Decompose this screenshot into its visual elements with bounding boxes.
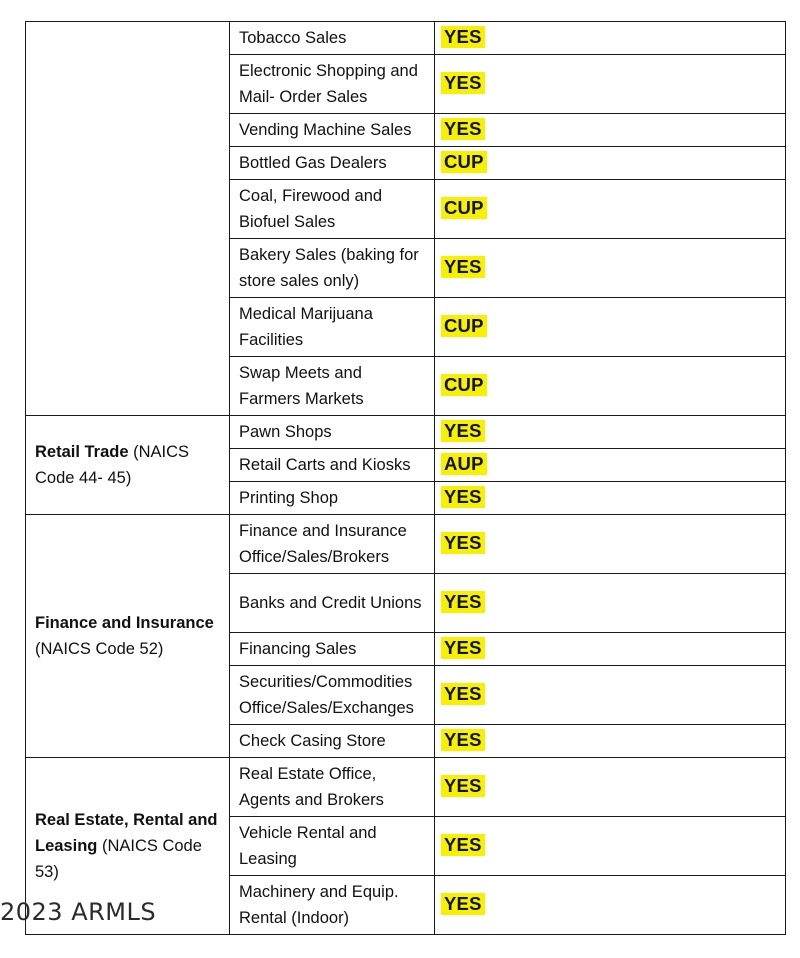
category-name: Real Estate, Rental and Leasing: [35, 811, 218, 855]
permit-badge: AUP: [441, 453, 487, 475]
permit-badge: YES: [441, 118, 485, 140]
permit-badge: YES: [441, 486, 485, 508]
permit-cell: [435, 114, 786, 147]
watermark: 2023 ARMLS: [0, 898, 157, 926]
permit-cell: [435, 515, 786, 574]
permit-cell: [435, 574, 786, 633]
permit-cell: [435, 22, 786, 55]
use-cell: Printing Shop: [230, 482, 435, 515]
table-row: [26, 515, 786, 574]
permit-badge: YES: [441, 256, 485, 278]
use-cell: Pawn Shops: [230, 416, 435, 449]
use-cell: Tobacco Sales: [230, 22, 435, 55]
permit-badge: CUP: [441, 151, 487, 173]
permit-badge: CUP: [441, 374, 487, 396]
use-cell: Coal, Firewood and Biofuel Sales: [230, 180, 435, 239]
permit-cell: [435, 449, 786, 482]
permit-cell: [435, 633, 786, 666]
permit-cell: [435, 666, 786, 725]
category-name: Retail Trade: [35, 443, 129, 461]
permit-cell: [435, 482, 786, 515]
permit-badge: CUP: [441, 197, 487, 219]
permit-cell: [435, 55, 786, 114]
permit-badge: YES: [441, 532, 485, 554]
use-cell: Swap Meets and Farmers Markets: [230, 357, 435, 416]
permit-badge: YES: [441, 26, 485, 48]
permit-cell: [435, 298, 786, 357]
permit-badge: YES: [441, 775, 485, 797]
use-cell: Real Estate Office, Agents and Brokers: [230, 758, 435, 817]
use-cell: Securities/Commodities Office/Sales/Exchanges: [230, 666, 435, 725]
category-code: (NAICS Code 44- 45): [35, 443, 190, 487]
category-cell: [26, 22, 230, 416]
permit-cell: [435, 725, 786, 758]
table-row: [26, 416, 786, 449]
permit-badge: YES: [441, 72, 485, 94]
permit-cell: [435, 180, 786, 239]
table-row: [26, 758, 786, 817]
use-cell: Vending Machine Sales: [230, 114, 435, 147]
permit-cell: [435, 876, 786, 935]
permit-badge: YES: [441, 683, 485, 705]
use-cell: Medical Marijuana Facilities: [230, 298, 435, 357]
table-row: [26, 22, 786, 55]
permit-badge: YES: [441, 420, 485, 442]
permit-cell: [435, 239, 786, 298]
use-cell: Vehicle Rental and Leasing: [230, 817, 435, 876]
permit-badge: YES: [441, 893, 485, 915]
use-cell: Retail Carts and Kiosks: [230, 449, 435, 482]
permit-cell: [435, 817, 786, 876]
use-cell: Banks and Credit Unions: [230, 574, 435, 633]
category-cell: [26, 515, 230, 758]
category-code: (NAICS Code 53): [35, 837, 202, 881]
category-cell: [26, 416, 230, 515]
use-cell: Financing Sales: [230, 633, 435, 666]
use-cell: Finance and Insurance Office/Sales/Brokers: [230, 515, 435, 574]
use-cell: Check Casing Store: [230, 725, 435, 758]
permit-badge: YES: [441, 834, 485, 856]
permit-cell: [435, 758, 786, 817]
category-name: Finance and Insurance: [35, 614, 214, 632]
use-cell: Bakery Sales (baking for store sales only): [230, 239, 435, 298]
permit-cell: [435, 416, 786, 449]
land-use-table: [25, 21, 786, 935]
land-use-table-body: [26, 22, 786, 935]
category-code: (NAICS Code 52): [35, 640, 164, 658]
permit-badge: YES: [441, 637, 485, 659]
use-cell: Machinery and Equip. Rental (Indoor): [230, 876, 435, 935]
permit-badge: CUP: [441, 315, 487, 337]
permit-badge: YES: [441, 591, 485, 613]
use-cell: Bottled Gas Dealers: [230, 147, 435, 180]
use-cell: Electronic Shopping and Mail- Order Sales: [230, 55, 435, 114]
permit-badge: YES: [441, 729, 485, 751]
permit-cell: [435, 357, 786, 416]
permit-cell: [435, 147, 786, 180]
